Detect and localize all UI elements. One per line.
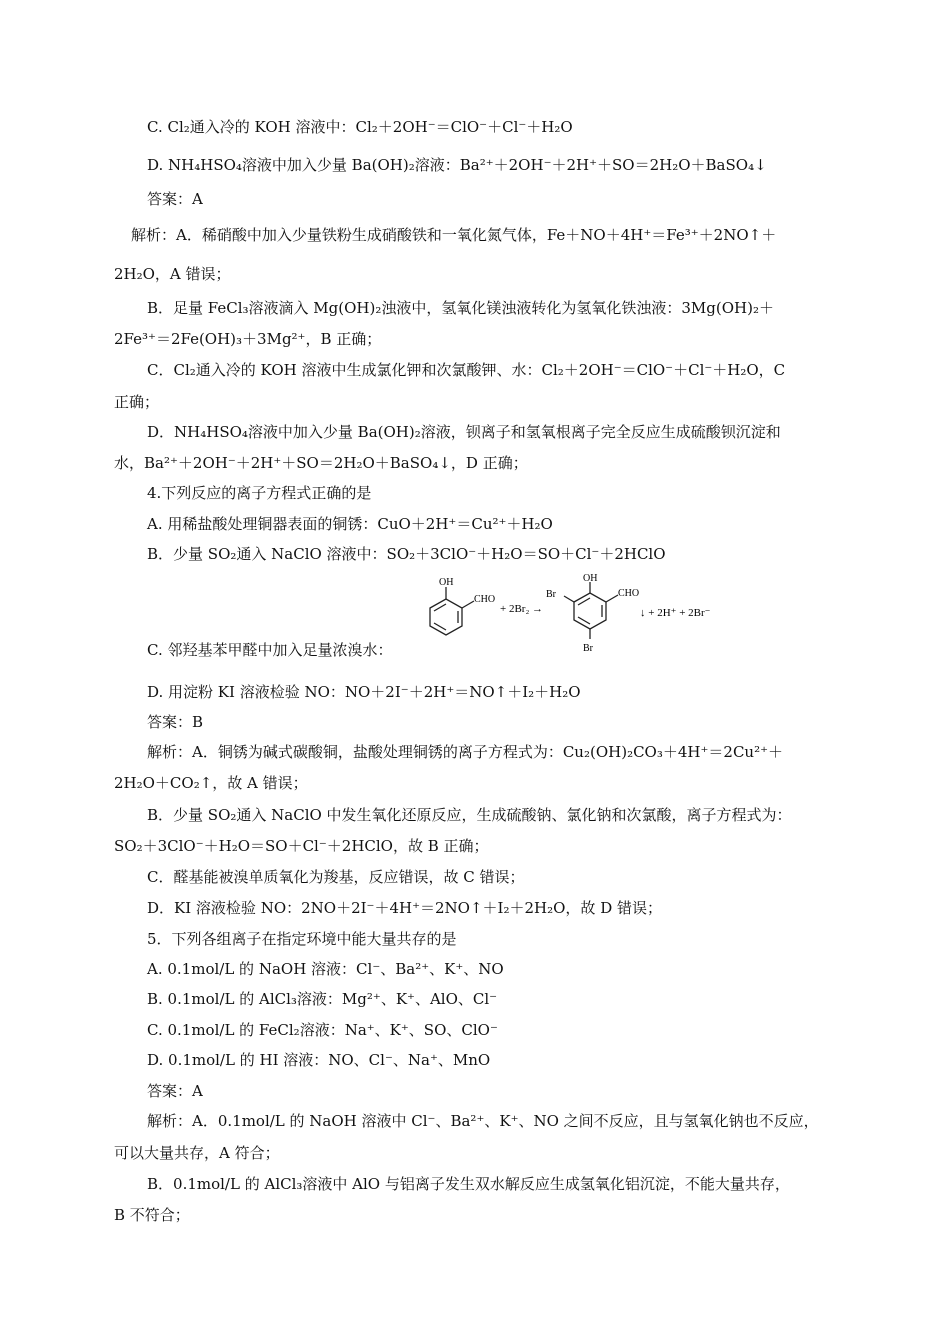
q4-option-c: C. 邻羟基苯甲醛中加入足量浓溴水： bbox=[147, 641, 393, 659]
analysis-a-q5-cont: 可以大量共存，A 符合； bbox=[114, 1144, 280, 1162]
q5-option-d: D. 0.1mol/L 的 HI 溶液：NO、Cl⁻、Na⁺、MnO bbox=[147, 1051, 491, 1069]
q4-option-a: A. 用稀盐酸处理铜器表面的铜锈：CuO＋2H⁺＝Cu²⁺＋H₂O bbox=[147, 515, 553, 533]
q4-option-d: D. 用淀粉 KI 溶液检验 NO：NO＋2I⁻＋2H⁺＝NO↑＋I₂＋H₂O bbox=[147, 683, 581, 701]
analysis-a-q4-cont: 2H₂O＋CO₂↑，故 A 错误； bbox=[114, 774, 308, 792]
product-oh-label: OH bbox=[583, 573, 598, 584]
analysis-a-q4: 解析：A．铜锈为碱式碳酸铜，盐酸处理铜锈的离子方程式为：Cu₂(OH)₂CO₃＋4H⁺＝2Cu²⁺＋ bbox=[147, 743, 784, 761]
analysis-d-q3-cont: 水，Ba²⁺＋2OH⁻＋2H⁺＋SO＝2H₂O＋BaSO₄↓，D 正确； bbox=[114, 454, 528, 472]
q5-option-a: A. 0.1mol/L 的 NaOH 溶液：Cl⁻、Ba²⁺、K⁺、NO bbox=[147, 960, 504, 978]
answer-label-q4: 答案：B bbox=[147, 713, 204, 731]
analysis-b-q4: B．少量 SO₂通入 NaClO 中发生氧化还原反应，生成硫酸钠、氯化钠和次氯酸，离子方程式为： bbox=[147, 806, 792, 824]
question-4-stem: 4.下列反应的离子方程式正确的是 bbox=[147, 484, 372, 502]
reactant-cho-label: CHO bbox=[474, 594, 496, 605]
line-option-c-cl2-koh: C. Cl₂通入冷的 KOH 溶液中：Cl₂＋2OH⁻＝ClO⁻＋Cl⁻＋H₂O bbox=[147, 118, 573, 136]
reagent-label: + 2Br₂ → bbox=[500, 603, 544, 615]
analysis-c-q4: C．醛基能被溴单质氧化为羧基，反应错误，故 C 错误； bbox=[147, 868, 525, 886]
question-5-stem: 5．下列各组离子在指定环境中能大量共存的是 bbox=[147, 930, 457, 948]
analysis-c-q3-cont: 正确； bbox=[114, 393, 160, 411]
analysis-d-q4: D．KI 溶液检验 NO：2NO＋2I⁻＋4H⁺＝2NO↑＋I₂＋2H₂O，故 D 错误； bbox=[147, 899, 662, 917]
analysis-a-q3: 解析：A．稀硝酸中加入少量铁粉生成硝酸铁和一氧化氮气体，Fe＋NO＋4H⁺＝Fe³⁺＋2NO↑＋ bbox=[131, 226, 777, 244]
q5-option-b: B. 0.1mol/L 的 AlCl₃溶液：Mg²⁺、K⁺、AlO、Cl⁻ bbox=[147, 990, 498, 1008]
q4-option-b: B．少量 SO₂通入 NaClO 溶液中：SO₂＋3ClO⁻＋H₂O＝SO＋Cl⁻＋2HClO bbox=[147, 545, 666, 563]
analysis-b-q5: B．0.1mol/L 的 AlCl₃溶液中 AlO 与铝离子发生双水解反应生成氢氧化铝沉淀，不能大量共存， bbox=[147, 1175, 790, 1193]
reactant-ring bbox=[430, 587, 474, 635]
q5-option-c: C. 0.1mol/L 的 FeCl₂溶液：Na⁺、K⁺、SO、ClO⁻ bbox=[147, 1021, 498, 1039]
analysis-b-q5-cont: B 不符合； bbox=[114, 1206, 190, 1224]
answer-label-q5: 答案：A bbox=[147, 1082, 203, 1100]
products-label: ↓ + 2H⁺ + 2Br⁻ bbox=[640, 607, 711, 619]
product-br-left-label: Br bbox=[546, 589, 556, 600]
analysis-a-q5: 解析：A．0.1mol/L 的 NaOH 溶液中 Cl⁻、Ba²⁺、K⁺、NO 之间不反应，且与氢氧化钠也不反应， bbox=[147, 1112, 819, 1130]
bromination-reaction-diagram bbox=[408, 572, 738, 656]
answer-label-q3: 答案：A bbox=[147, 190, 203, 208]
product-cho-label: CHO bbox=[618, 588, 640, 599]
product-ring bbox=[564, 582, 618, 639]
analysis-d-q3: D．NH₄HSO₄溶液中加入少量 Ba(OH)₂溶液，钡离子和氢氧根离子完全反应生成硫酸钡沉淀和 bbox=[147, 423, 781, 441]
analysis-b-q4-cont: SO₂＋3ClO⁻＋H₂O＝SO＋Cl⁻＋2HClO，故 B 正确； bbox=[114, 837, 489, 855]
reactant-oh-label: OH bbox=[439, 577, 454, 588]
product-br-bottom-label: Br bbox=[583, 643, 593, 654]
analysis-b-q3-cont: 2Fe³⁺＝2Fe(OH)₃＋3Mg²⁺，B 正确； bbox=[114, 330, 382, 348]
analysis-a-q3-cont: 2H₂O，A 错误； bbox=[114, 265, 231, 283]
line-option-d-nh4hso4: D. NH₄HSO₄溶液中加入少量 Ba(OH)₂溶液：Ba²⁺＋2OH⁻＋2H⁺＋SO＝2H₂O＋BaSO₄↓ bbox=[147, 156, 767, 174]
reaction-svg bbox=[408, 572, 738, 656]
analysis-c-q3: C．Cl₂通入冷的 KOH 溶液中生成氯化钾和次氯酸钾、水：Cl₂＋2OH⁻＝ClO⁻＋Cl⁻＋H₂O，C bbox=[147, 361, 786, 379]
analysis-b-q3: B．足量 FeCl₃溶液滴入 Mg(OH)₂浊液中，氢氧化镁浊液转化为氢氧化铁浊液：3Mg(OH)₂＋ bbox=[147, 299, 774, 317]
